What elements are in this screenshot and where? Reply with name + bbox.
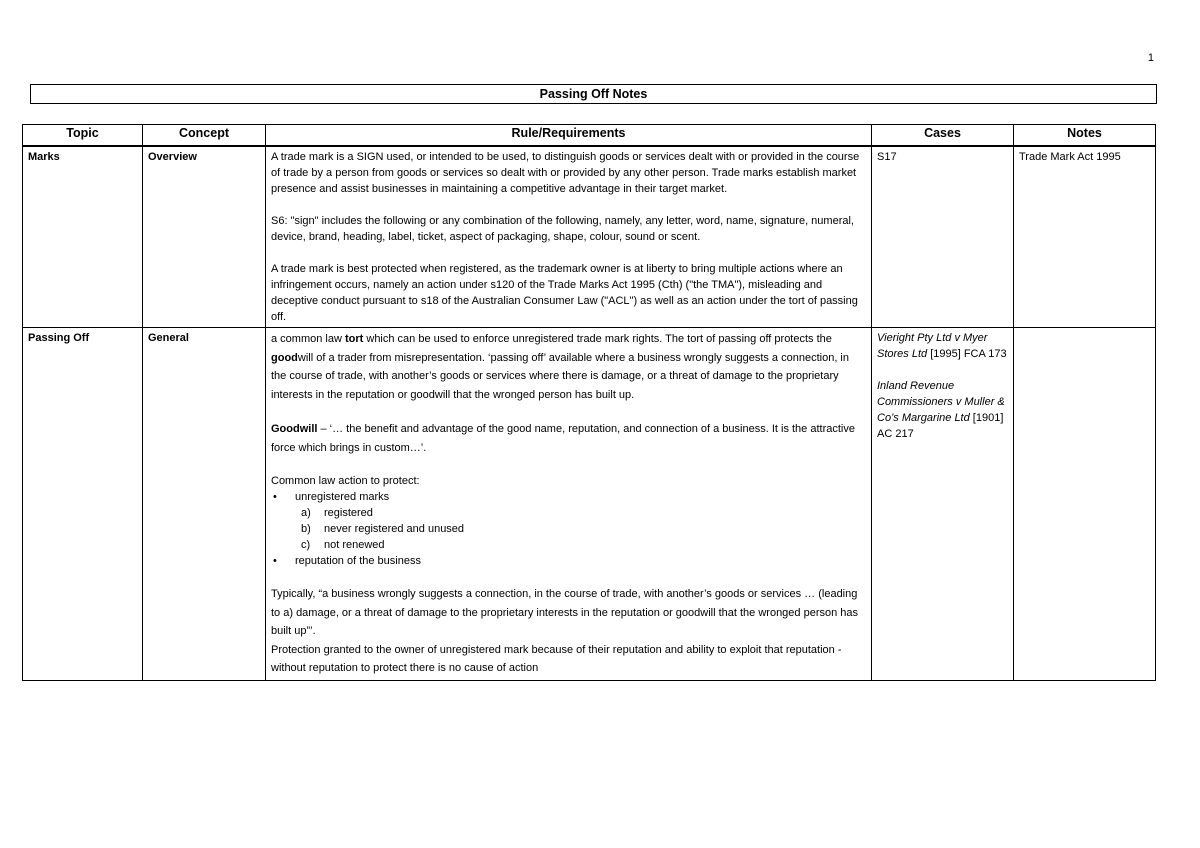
case-citation: Vieright Pty Ltd v Myer Stores Ltd [1995] FCA 173 [877,332,1007,360]
cell-concept: Overview [143,146,266,328]
table-header-row [23,125,1156,147]
list-item: • unregistered marks [271,489,866,505]
cell-rule [266,146,872,328]
cell-concept: General [143,328,266,681]
cell-notes [1014,328,1156,681]
sub-list-item: b) never registered and unused [301,523,465,535]
page-title: Passing Off Notes [30,84,1157,104]
header-concept: Concept [143,125,266,147]
cell-notes: Trade Mark Act 1995 [1014,146,1156,328]
case-citation: Inland Revenue Commissioners v Muller & Co’s Margarine Ltd [1901] AC 217 [877,380,1005,440]
sub-list-item: c) not renewed [301,539,385,551]
header-topic: Topic [23,125,143,147]
rule-paragraph: Protection granted to the owner of unregistered mark because of their reputation and ability to exploit that reputation - without reputation to protect there is no cause of action [271,643,842,674]
cell-cases [872,328,1014,681]
cell-cases: S17 [872,146,1014,328]
table-row [23,328,1156,681]
list-intro: Common law action to protect: [271,475,420,487]
rule-paragraph: S6: "sign" includes the following or any combination of the following, namely, any letter, word, name, signature, numeral, device, brand, heading, label, ticket, aspect of packaging, shape, colour, sound or scent. [271,215,854,243]
page-number: 1 [1147,52,1154,64]
cell-topic: Marks [23,146,143,328]
header-notes: Notes [1014,125,1156,147]
notes-table [22,124,1156,681]
table-row [23,146,1156,328]
rule-paragraph: A trade mark is a SIGN used, or intended to be used, to distinguish goods or services dealt with or provided in the course of trade by a person from goods or services so dealt with or provided by any other person. Trade marks establish market presence and assist businesses in maintaining a competitive advantage in their target market. [271,151,860,195]
rule-paragraph: A trade mark is best protected when registered, as the trademark owner is at liberty to bring multiple actions where an infringement occurs, namely an action under s120 of the Trade Marks Act 1995 (Cth) ("the TMA"), misleading and deceptive conduct pursuant to s18 of the Australian Consumer Law ("ACL") as well as an action under the tort of passing off. [271,263,858,323]
cell-rule [266,328,872,681]
header-rule: Rule/Requirements [266,125,872,147]
header-cases: Cases [872,125,1014,147]
rule-paragraph: Typically, “a business wrongly suggests a connection, in the course of trade, with another’s goods or services … (leading to a) damage, or a threat of damage to the proprietary interests in the reputation or goodwill that the wronged person has built up”’. [271,588,859,637]
sub-list-item: a) registered [301,507,373,519]
rule-paragraph: a common law tort which can be used to enforce unregistered trade mark rights. The tort of passing off protects the goodwill of a trader from misrepresentation. ‘passing off’ available where a business wrongly suggests a connection, in the course of trade, with another’s goods or services where there is damage, or a threat of damage to the proprietary interests in the reputation or goodwill that the wronged person has built up. [271,333,849,401]
goodwill-definition: Goodwill – ‘… the benefit and advantage of the good name, reputation, and connection of a business. It is the attractive force which brings in custom…’. [271,423,855,454]
cell-topic: Passing Off [23,328,143,681]
list-item: • reputation of the business [271,553,866,569]
